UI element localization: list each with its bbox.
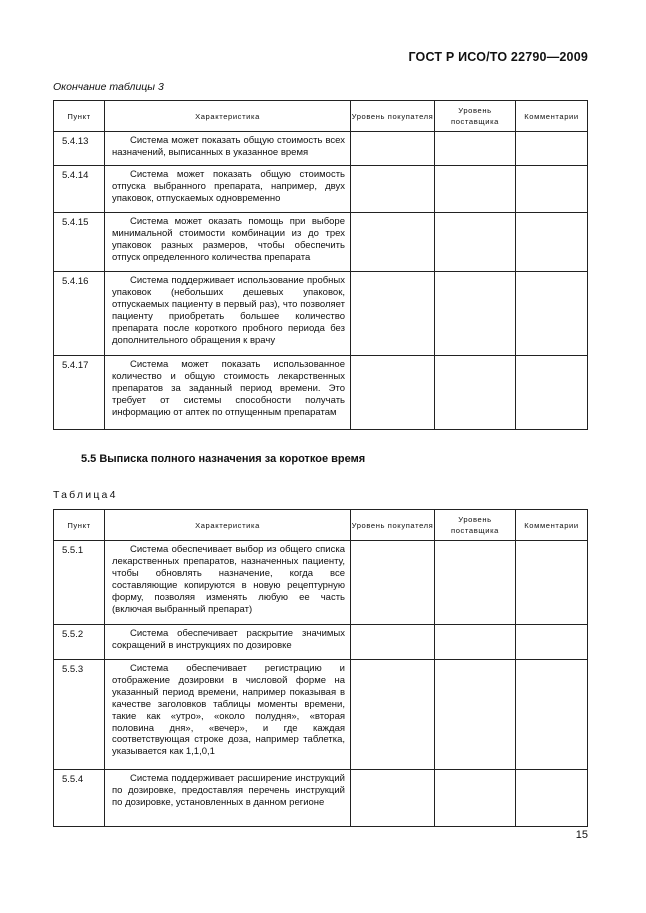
characteristic-text: Система может показать использованное количество и общую стоимость лекарственных препаратов за заданный период времени. Это требует от системы способности получать информацию от аптек по отпущенным препаратам (105, 356, 351, 430)
table4-label: Таблица4 (53, 489, 118, 501)
comments-cell (516, 770, 588, 827)
buyer-level-cell (351, 770, 435, 827)
table-row (54, 356, 588, 430)
supplier-level-cell (435, 213, 516, 272)
supplier-level-cell (435, 770, 516, 827)
table-row (54, 166, 588, 213)
comments-cell (516, 660, 588, 770)
buyer-level-cell (351, 272, 435, 356)
characteristic-text: Система поддерживает использование пробных упаковок (небольших дешевых упаковок, отпускаемых пациенту в первый раз), что позволяет пациенту приобретать большее количество препарата после короткого пробного периода без дополнительного обращения к врачу (105, 272, 351, 356)
buyer-level-cell (351, 132, 435, 166)
item-number: 5.4.14 (54, 166, 105, 213)
buyer-level-cell (351, 166, 435, 213)
item-number: 5.4.16 (54, 272, 105, 356)
buyer-level-cell (351, 356, 435, 430)
comments-cell (516, 272, 588, 356)
table3-caption: Окончание таблицы 3 (53, 81, 164, 93)
item-number: 5.4.13 (54, 132, 105, 166)
characteristic-text: Система обеспечивает выбор из общего списка лекарственных препаратов, назначенных пациенту, чтобы обновлять назначение, когда все составляющие копируются в новую рецептурную форму, позволяя изменять любую ее часть (включая выбранный препарат) (105, 541, 351, 625)
table-4 (53, 509, 588, 827)
table-row (54, 770, 588, 827)
page-number: 15 (575, 829, 588, 841)
table-row (54, 541, 588, 625)
buyer-level-cell (351, 541, 435, 625)
table-row (54, 132, 588, 166)
buyer-level-cell (351, 213, 435, 272)
column-header-buyer-level: Уровень покупателя (351, 510, 435, 541)
comments-cell (516, 356, 588, 430)
table-header-row (54, 510, 588, 541)
item-number: 5.5.3 (54, 660, 105, 770)
supplier-level-cell (435, 625, 516, 660)
table-row (54, 625, 588, 660)
characteristic-text: Система поддерживает расширение инструкций по дозировке, предоставляя перечень инструкций по дозировке, установленных в данном регионе (105, 770, 351, 827)
item-number: 5.5.4 (54, 770, 105, 827)
characteristic-text: Система может показать общую стоимость отпуска выбранного препарата, например, двух упаковок, отпускаемых одновременно (105, 166, 351, 213)
item-number: 5.5.2 (54, 625, 105, 660)
column-header-characteristic: Характеристика (105, 510, 351, 541)
supplier-level-cell (435, 660, 516, 770)
column-header-characteristic: Характеристика (105, 101, 351, 132)
table-row (54, 272, 588, 356)
comments-cell (516, 132, 588, 166)
column-header-item: Пункт (54, 510, 105, 541)
buyer-level-cell (351, 660, 435, 770)
column-header-supplier-level: Уровень поставщика (435, 101, 516, 132)
characteristic-text: Система может оказать помощь при выборе минимальной стоимости комбинации из до трех упаковок разных размеров, чтобы обеспечить отпуск определенного количества препарата (105, 213, 351, 272)
item-number: 5.4.15 (54, 213, 105, 272)
supplier-level-cell (435, 166, 516, 213)
supplier-level-cell (435, 272, 516, 356)
table-row (54, 213, 588, 272)
comments-cell (516, 213, 588, 272)
section-heading: 5.5 Выписка полного назначения за короткое время (81, 453, 366, 465)
table-header-row (54, 101, 588, 132)
buyer-level-cell (351, 625, 435, 660)
supplier-level-cell (435, 356, 516, 430)
column-header-supplier-level: Уровень поставщика (435, 510, 516, 541)
column-header-comments: Комментарии (516, 510, 588, 541)
column-header-buyer-level: Уровень покупателя (351, 101, 435, 132)
item-number: 5.5.1 (54, 541, 105, 625)
comments-cell (516, 166, 588, 213)
table-row (54, 660, 588, 770)
supplier-level-cell (435, 132, 516, 166)
table-3 (53, 100, 588, 430)
column-header-item: Пункт (54, 101, 105, 132)
document-code: ГОСТ Р ИСО/ТО 22790—2009 (408, 50, 588, 64)
characteristic-text: Система обеспечивает регистрацию и отображение дозировки в числовой форме на указанный период времени, например показывая в качестве заголовков таблицы моменты времени, такие как «утро», «около полудня», «вторая половина дня», «вечер», и где каждая соответствующая строке доза, например таблетка, указывается как 1,1,0,1 (105, 660, 351, 770)
item-number: 5.4.17 (54, 356, 105, 430)
characteristic-text: Система может показать общую стоимость всех назначений, выписанных в указанное время (105, 132, 351, 166)
comments-cell (516, 541, 588, 625)
comments-cell (516, 625, 588, 660)
supplier-level-cell (435, 541, 516, 625)
column-header-comments: Комментарии (516, 101, 588, 132)
characteristic-text: Система обеспечивает раскрытие значимых сокращений в инструкциях по дозировке (105, 625, 351, 660)
